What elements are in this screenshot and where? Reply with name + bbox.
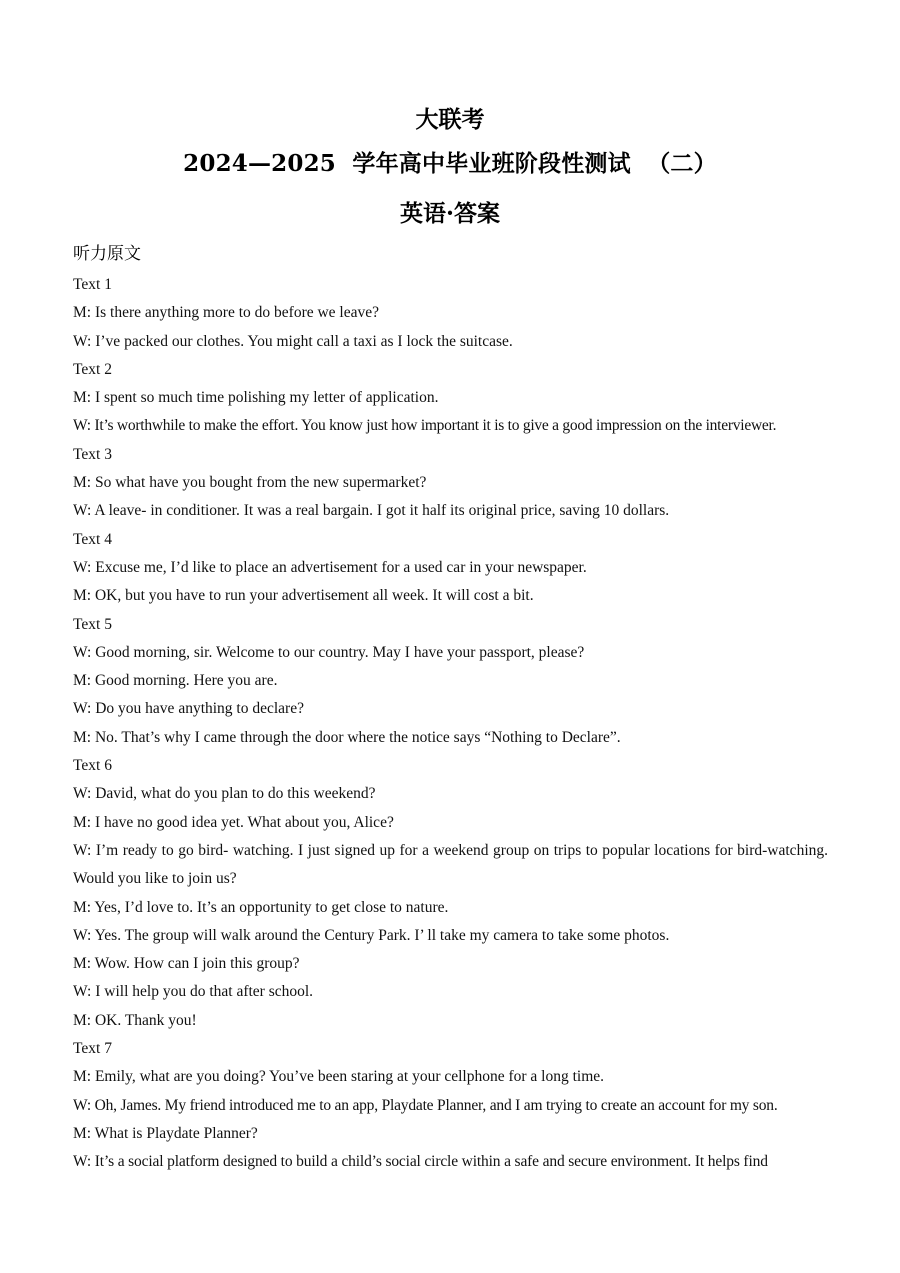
transcript-line: W: Yes. The group will walk around the Century Park. I’ ll take my camera to take some photos. — [73, 926, 670, 944]
title-block — [0, 106, 900, 240]
transcript-line: W: It’s worthwhile to make the effort. You know just how important it is to give a good impression on the interviewer. — [73, 417, 777, 435]
transcript-body — [73, 271, 828, 1177]
transcript-line: W: I’m ready to go bird- watching. I just signed up for a weekend group on trips to popular locations for bird-watching. Would you like to join us? — [73, 841, 828, 888]
subject-title: 英语·答案 — [399, 200, 500, 227]
transcript-line: Text 1 — [73, 276, 112, 293]
transcript-line: Text 3 — [73, 445, 112, 463]
transcript-line: W: I will help you do that after school. — [73, 983, 314, 1001]
transcript-line: M: I have no good idea yet. What about you, Alice? — [73, 813, 394, 831]
exam-subtitle: 2024—2025 学年高中毕业班阶段性测试 （二） — [183, 150, 717, 177]
transcript-line: M: OK, but you have to run your advertisement all week. It will cost a bit. — [73, 587, 534, 605]
transcript-line: M: Wow. How can I join this group? — [73, 955, 300, 973]
transcript-line: M: So what have you bought from the new supermarket? — [73, 474, 427, 492]
transcript-line: W: Do you have anything to declare? — [73, 700, 304, 718]
transcript-line: W: Oh, James. My friend introduced me to an app, Playdate Planner, and I am trying to create an account for my son. — [73, 1096, 778, 1114]
transcript-line: M: OK. Thank you! — [73, 1011, 197, 1029]
transcript-line: Text 6 — [73, 757, 112, 775]
transcript-line: W: A leave- in conditioner. It was a real bargain. I got it half its original price, saving 10 dollars. — [73, 502, 670, 520]
transcript-line: M: Good morning. Here you are. — [73, 672, 278, 690]
exam-title: 大联考 — [415, 106, 485, 133]
transcript-line: M: No. That’s why I came through the door where the notice says “Nothing to Declare”. — [73, 728, 621, 746]
transcript-line: W: David, what do you plan to do this weekend? — [73, 785, 376, 803]
transcript-line: W: I’ve packed our clothes. You might call a taxi as I lock the suitcase. — [73, 332, 513, 350]
transcript-line: Text 2 — [73, 360, 112, 378]
transcript-line: M: Emily, what are you doing? You’ve been staring at your cellphone for a long time. — [73, 1068, 605, 1086]
transcript-line: W: Excuse me, I’d like to place an advertisement for a used car in your newspaper. — [73, 558, 587, 576]
transcript-line: Text 4 — [73, 530, 112, 548]
transcript-line: W: It’s a social platform designed to build a child’s social circle within a safe and secure environment. It helps find — [73, 1153, 768, 1171]
transcript-line: Text 5 — [73, 615, 112, 633]
transcript-line: M: I spent so much time polishing my letter of application. — [73, 389, 439, 407]
transcript-line: M: What is Playdate Planner? — [73, 1124, 258, 1142]
transcript-line: M: Is there anything more to do before we leave? — [73, 304, 380, 322]
transcript-line: W: Good morning, sir. Welcome to our country. May I have your passport, please? — [73, 643, 585, 661]
transcript-line: Text 7 — [73, 1040, 112, 1058]
section-heading: 听力原文 — [73, 244, 141, 264]
transcript-line: M: Yes, I’d love to. It’s an opportunity to get close to nature. — [73, 898, 449, 916]
